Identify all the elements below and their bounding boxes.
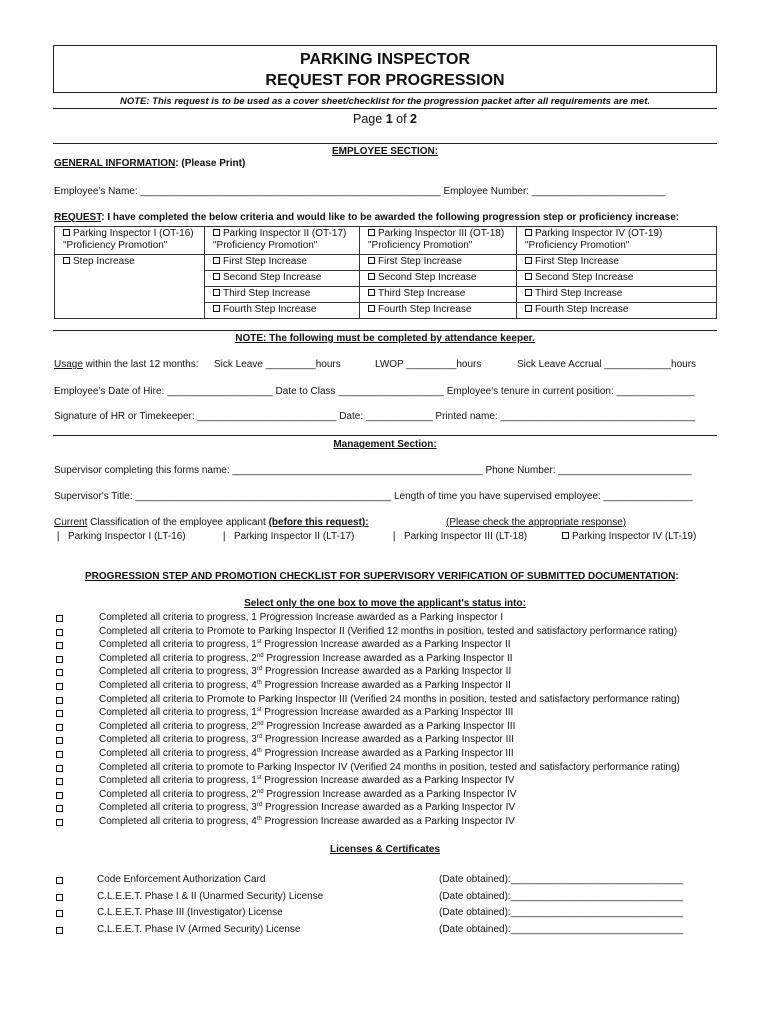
request-option[interactable]: Fourth Step Increase (360, 303, 517, 319)
divider (53, 143, 717, 144)
request-option[interactable]: First Step Increase (360, 255, 517, 271)
hr-signature-field[interactable]: Signature of HR or Timekeeper: _________________________ Date: ____________ Printed name: ___________________________________ (54, 411, 696, 422)
divider (53, 330, 717, 331)
employee-name-field[interactable]: Employee's Name: ______________________________________________________ Employee Number: ________________________ (54, 186, 666, 197)
request-table (54, 226, 717, 319)
request-option[interactable]: Fourth Step Increase (517, 303, 717, 319)
management-section-title: Management Section: (333, 439, 437, 450)
checklist-instruction: Select only the one box to move the applicant's status into: (244, 598, 526, 609)
checklist-item: Completed all criteria to progress, 1 Progression Increase awarded as a Parking Inspector I (99, 612, 504, 623)
request-col-1-header[interactable]: Parking Inspector I (OT-16) "Proficiency Promotion" (55, 227, 205, 255)
checkbox-icon[interactable] (368, 305, 375, 312)
checklist-checkbox[interactable] (56, 805, 63, 812)
checklist-item: Completed all criteria to progress, 1st Progression Increase awarded as a Parking Inspector III (99, 707, 514, 719)
checkbox-icon[interactable] (213, 229, 220, 236)
license-date-field[interactable]: (Date obtained):_______________________________ (439, 907, 684, 919)
checklist-item: Completed all criteria to progress, 2nd Progression Increase awarded as a Parking Inspector IV (99, 788, 517, 800)
checklist-item: Completed all criteria to progress, 1st Progression Increase awarded as a Parking Inspector II (99, 639, 511, 651)
checkbox-icon[interactable] (525, 257, 532, 264)
checklist-checkbox[interactable] (56, 792, 63, 799)
checkbox-icon[interactable] (368, 229, 375, 236)
checklist-checkbox[interactable] (56, 765, 63, 772)
classification-option[interactable]: ❘ Parking Inspector II (LT-17) (220, 531, 355, 542)
checkbox-icon[interactable] (213, 305, 220, 312)
checkbox-icon[interactable] (525, 305, 532, 312)
request-option[interactable]: Second Step Increase (517, 271, 717, 287)
sick-leave-field[interactable]: Sick Leave _________hours (214, 359, 341, 370)
license-date-field[interactable]: (Date obtained):_______________________________ (439, 874, 684, 885)
form-subtitle: REQUEST FOR PROGRESSION (265, 72, 505, 89)
request-option[interactable]: Third Step Increase (360, 287, 517, 303)
hire-date-field[interactable]: Employee's Date of Hire: ___________________ Date to Class ___________________ Employee's tenure in current position: ______________ (54, 386, 695, 397)
page-indicator: Page 1 of 2 (353, 112, 417, 126)
usage-label: Usage within the last 12 months: (54, 359, 199, 370)
license-name: C.L.E.E.T. Phase IV (Armed Security) License (97, 924, 301, 936)
checklist-title: PROGRESSION STEP AND PROMOTION CHECKLIST FOR SUPERVISORY VERIFICATION OF SUBMITTED DOCUMENTATION: (85, 571, 679, 582)
checklist-item: Completed all criteria to progress, 2nd Progression Increase awarded as a Parking Inspector II (99, 652, 513, 664)
sick-accrual-field[interactable]: Sick Leave Accrual ____________hours (517, 359, 697, 370)
title-box (53, 45, 717, 93)
checkbox-icon[interactable] (525, 289, 532, 296)
bullet-icon: ❘ (220, 531, 234, 542)
checklist-checkbox[interactable] (56, 629, 63, 636)
request-col-3-header[interactable]: Parking Inspector III (OT-18) "Proficiency Promotion" (360, 227, 517, 255)
checklist-item: Completed all criteria to progress, 3rd Progression Increase awarded as a Parking Inspector II (99, 666, 512, 678)
checkbox-icon[interactable] (213, 273, 220, 280)
checklist-item: Completed all criteria to progress, 1st Progression Increase awarded as a Parking Inspector IV (99, 775, 515, 787)
checkbox-icon[interactable] (63, 229, 70, 236)
license-checkbox[interactable] (56, 877, 63, 884)
request-option[interactable]: Second Step Increase (360, 271, 517, 287)
form-title: PARKING INSPECTOR (299, 51, 471, 68)
request-option[interactable]: Third Step Increase (517, 287, 717, 303)
checklist-item: Completed all criteria to progress, 4th Progression Increase awarded as a Parking Inspector III (99, 748, 514, 759)
license-name: Code Enforcement Authorization Card (97, 874, 266, 885)
checklist-item: Completed all criteria to progress, 4th Progression Increase awarded as a Parking Inspector II (99, 680, 511, 691)
checklist-checkbox[interactable] (56, 656, 63, 663)
lwop-field[interactable]: LWOP _________hours (375, 359, 482, 370)
checklist-item: Completed all criteria to progress, 2nd Progression Increase awarded as a Parking Inspector III (99, 720, 516, 732)
request-option[interactable]: Third Step Increase (205, 287, 360, 303)
checklist-checkbox[interactable] (56, 683, 63, 690)
supervisor-title-field[interactable]: Supervisor's Title: ______________________________________________ Length of time you have supervised employee: ________________ (54, 491, 693, 502)
checkbox-icon[interactable] (562, 532, 569, 539)
checklist-checkbox[interactable] (56, 615, 63, 622)
license-name: C.L.E.E.T. Phase I & II (Unarmed Security) License (97, 890, 324, 902)
request-statement: REQUEST: I have completed the below criteria and would like to be awarded the following progression step or proficiency increase: (54, 212, 680, 223)
checklist-item: Completed all criteria to promote to Parking Inspector IV (Verified 24 months in position, tested and satisfactory performance rating) (99, 761, 680, 773)
check-note: (Please check the appropriate response) (446, 517, 627, 528)
cover-note: NOTE: This request is to be used as a cover sheet/checklist for the progression packet after all requirements are met. (119, 96, 651, 107)
checklist-checkbox[interactable] (56, 778, 63, 785)
checkbox-icon[interactable] (368, 289, 375, 296)
checkbox-icon[interactable] (525, 273, 532, 280)
checkbox-icon[interactable] (525, 229, 532, 236)
checklist-checkbox[interactable] (56, 751, 63, 758)
employee-section-title: EMPLOYEE SECTION: (331, 146, 439, 157)
checklist-item: Completed all criteria to Promote to Parking Inspector III (Verified 24 months in position, tested and satisfactory performance rating) (99, 693, 680, 705)
bullet-icon: ❘ (54, 531, 68, 542)
classification-option[interactable]: ❘ Parking Inspector III (LT-18) (390, 531, 528, 542)
checkbox-icon[interactable] (213, 289, 220, 296)
checklist-checkbox[interactable] (56, 737, 63, 744)
license-date-field[interactable]: (Date obtained):_______________________________ (439, 890, 684, 902)
classification-option[interactable]: Parking Inspector IV (LT-19) (562, 531, 696, 543)
request-option[interactable]: Second Step Increase (205, 271, 360, 287)
checklist-checkbox[interactable] (56, 697, 63, 704)
checkbox-icon[interactable] (63, 257, 70, 264)
checklist-item: Completed all criteria to progress, 3rd Progression Increase awarded as a Parking Inspector IV (99, 802, 516, 814)
checklist-checkbox[interactable] (56, 819, 63, 826)
request-option[interactable]: First Step Increase (205, 255, 360, 271)
checklist-checkbox[interactable] (56, 669, 63, 676)
license-checkbox[interactable] (56, 894, 63, 901)
checkbox-icon[interactable] (213, 257, 220, 264)
request-option[interactable]: Step Increase (55, 255, 205, 319)
license-checkbox[interactable] (56, 927, 63, 934)
request-option[interactable]: First Step Increase (517, 255, 717, 271)
current-classification-label: Current Classification of the employee applicant (before this request): (54, 517, 369, 528)
divider (53, 108, 717, 109)
checklist-checkbox[interactable] (56, 710, 63, 717)
general-info-heading: GENERAL INFORMATION: (Please Print) (54, 158, 246, 169)
request-col-2-header[interactable]: Parking Inspector II (OT-17) "Proficiency Promotion" (205, 227, 360, 255)
checklist-item: Completed all criteria to Promote to Parking Inspector II (Verified 12 months in position, tested and satisfactory performance rating) (99, 625, 678, 637)
checklist-item: Completed all criteria to progress, 4th Progression Increase awarded as a Parking Inspector IV (99, 816, 515, 827)
checklist-checkbox[interactable] (56, 724, 63, 731)
classification-option[interactable]: ❘ Parking Inspector I (LT-16) (54, 531, 186, 542)
checkbox-icon[interactable] (368, 273, 375, 280)
license-name: C.L.E.E.T. Phase III (Investigator) License (97, 907, 283, 919)
checkbox-icon[interactable] (368, 257, 375, 264)
checklist-checkbox[interactable] (56, 642, 63, 649)
licenses-title: Licenses & Certificates (329, 844, 441, 855)
attendance-note: NOTE: The following must be completed by attendance keeper. (235, 333, 535, 344)
supervisor-name-field[interactable]: Supervisor completing this forms name: _____________________________________________ Phone Number: ________________________ (54, 465, 692, 476)
request-col-4-header[interactable]: Parking Inspector IV (OT-19) "Proficiency Promotion" (517, 227, 717, 255)
bullet-icon: ❘ (390, 531, 404, 542)
request-option[interactable]: Fourth Step Increase (205, 303, 360, 319)
checklist-item: Completed all criteria to progress, 3rd Progression Increase awarded as a Parking Inspector III (99, 734, 514, 746)
license-checkbox[interactable] (56, 910, 63, 917)
license-date-field[interactable]: (Date obtained):_______________________________ (439, 924, 684, 936)
divider (53, 435, 717, 436)
